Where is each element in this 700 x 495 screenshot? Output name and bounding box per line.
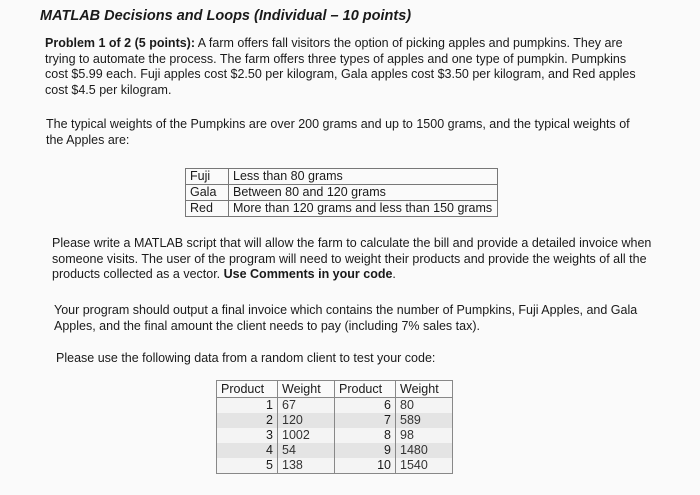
instructions-paragraph xyxy=(52,236,652,283)
apple-weight-range: More than 120 grams and less than 150 grams xyxy=(229,201,498,217)
product-weight: 1480 xyxy=(396,443,453,458)
apple-weight-table xyxy=(185,168,498,217)
table-row xyxy=(217,428,453,443)
product-weight: 1540 xyxy=(396,458,453,474)
column-header: Product xyxy=(335,381,396,398)
weights-intro: The typical weights of the Pumpkins are over 200 grams and up to 1500 grams, and the typical weights of the Apples are: xyxy=(46,117,630,147)
problem-heading: Problem 1 of 2 (5 points): xyxy=(45,36,196,50)
document-title: MATLAB Decisions and Loops (Individual – 10 points) xyxy=(40,8,412,24)
product-weight: 80 xyxy=(396,398,453,414)
table-header-row xyxy=(217,381,453,398)
table-row xyxy=(217,458,453,474)
product-number: 9 xyxy=(335,443,396,458)
column-header: Product xyxy=(217,381,278,398)
product-number: 5 xyxy=(217,458,278,474)
product-number: 6 xyxy=(335,398,396,414)
product-weight: 1002 xyxy=(278,428,335,443)
product-weight: 98 xyxy=(396,428,453,443)
product-number: 2 xyxy=(217,413,278,428)
product-weight: 120 xyxy=(278,413,335,428)
product-weight: 589 xyxy=(396,413,453,428)
product-number: 1 xyxy=(217,398,278,414)
product-weight: 54 xyxy=(278,443,335,458)
table-row xyxy=(217,413,453,428)
apple-name: Red xyxy=(186,201,229,217)
table-row xyxy=(186,201,498,217)
product-number: 3 xyxy=(217,428,278,443)
product-weight: 138 xyxy=(278,458,335,474)
problem-text: A farm offers fall visitors the option of picking apples and pumpkins. They are trying to automate the process. The farm offers three types of apples and one type of pumpkin. Pumpkins cost $5.99 each. Fuji apples cost $2.50 per kilogram, Gala apples cost $3.50 per kilogram, and Red apples cost $4.5 per kilogram. xyxy=(45,36,636,97)
apple-weight-range: Less than 80 grams xyxy=(229,169,498,185)
apple-name: Fuji xyxy=(186,169,229,185)
problem-paragraph xyxy=(45,36,640,98)
table-row xyxy=(217,443,453,458)
test-intro: Please use the following data from a random client to test your code: xyxy=(56,351,436,365)
instructions-end: . xyxy=(392,267,396,281)
apple-weight-range: Between 80 and 120 grams xyxy=(229,185,498,201)
product-number: 8 xyxy=(335,428,396,443)
product-number: 10 xyxy=(335,458,396,474)
table-row xyxy=(186,185,498,201)
instructions-emphasis: Use Comments in your code xyxy=(223,267,393,281)
product-weight: 67 xyxy=(278,398,335,414)
table-row xyxy=(186,169,498,185)
output-paragraph: Your program should output a final invoice which contains the number of Pumpkins, Fuji Apples, and Gala Apples, and the final amount the client needs to pay (including 7% sales tax). xyxy=(54,303,638,333)
column-header: Weight xyxy=(396,381,453,398)
column-header: Weight xyxy=(278,381,335,398)
test-data-table xyxy=(216,380,453,474)
product-number: 4 xyxy=(217,443,278,458)
instructions-text: Please write a MATLAB script that will allow the farm to calculate the bill and provide a detailed invoice when someone visits. The user of the program will need to weight their products and provide the weights of all the products collected as a vector. xyxy=(52,236,652,281)
product-number: 7 xyxy=(335,413,396,428)
table-row xyxy=(217,398,453,414)
apple-name: Gala xyxy=(186,185,229,201)
